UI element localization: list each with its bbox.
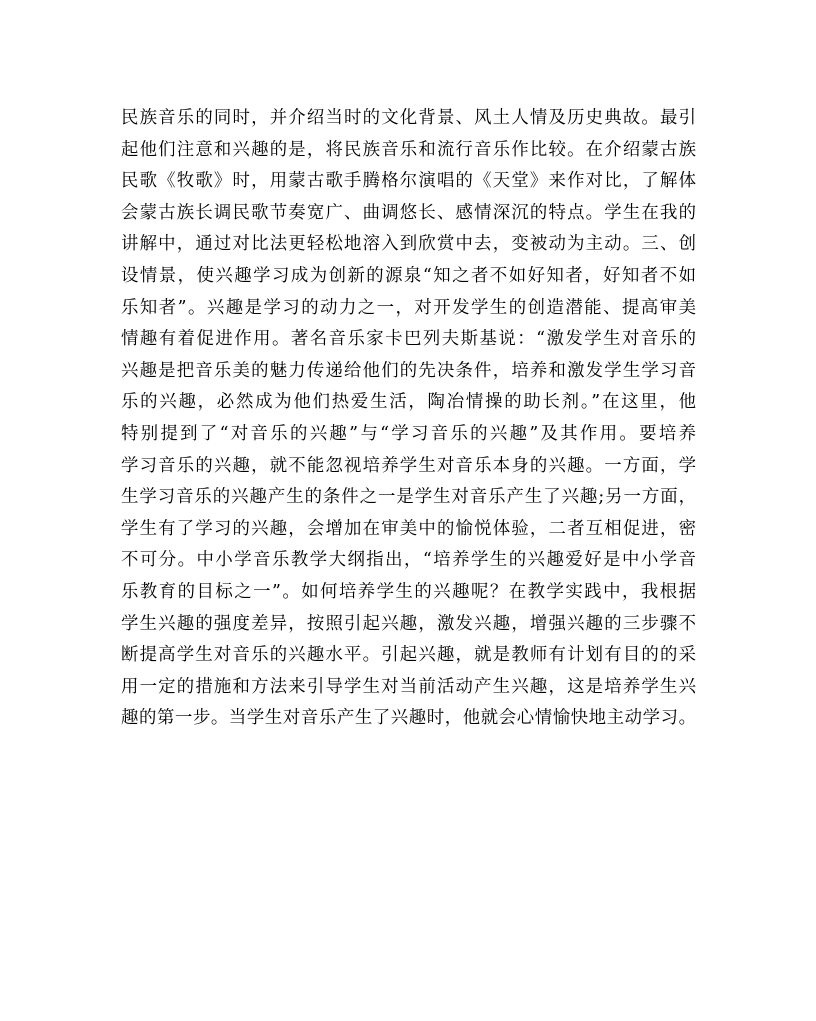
text-line-15: 不可分。中小学音乐教学大纲指出，“培养学生的兴趣爱好是中小学音: [121, 550, 696, 571]
text-line-6: 设情景，使兴趣学习成为创新的源泉“知之者不如好知者，好知者不如: [121, 265, 696, 286]
text-line-13: 生学习音乐的兴趣产生的条件之一是学生对音乐产生了兴趣;另一方面，: [121, 487, 696, 508]
text-line-3: 民歌《牧歌》时，用蒙古歌手腾格尔演唱的《天堂》来作对比，了解体: [121, 171, 696, 192]
text-line-18: 断提高学生对音乐的兴趣水平。引起兴趣，就是教师有计划有目的的采: [121, 645, 696, 666]
text-line-20: 趣的第一步。当学生对音乐产生了兴趣时，他就会心情愉快地主动学习。: [121, 708, 696, 729]
text-line-19: 用一定的措施和方法来引导学生对当前活动产生兴趣，这是培养学生兴: [121, 676, 696, 697]
text-line-12: 学习音乐的兴趣，就不能忽视培养学生对音乐本身的兴趣。一方面，学: [121, 455, 696, 476]
text-line-16: 乐教育的目标之一”。如何培养学生的兴趣呢？在教学实践中，我根据: [121, 581, 696, 602]
text-line-7: 乐知者”。兴趣是学习的动力之一，对开发学生的创造潜能、提高审美: [121, 297, 696, 318]
body-paragraph: [121, 103, 696, 735]
text-line-9: 兴趣是把音乐美的魅力传递给他们的先决条件，培养和激发学生学习音: [121, 360, 696, 381]
text-line-17: 学生兴趣的强度差异，按照引起兴趣，激发兴趣，增强兴趣的三步骤不: [121, 613, 696, 634]
text-line-14: 学生有了学习的兴趣，会增加在审美中的愉悦体验，二者互相促进，密: [121, 518, 696, 539]
text-line-8: 情趣有着促进作用。著名音乐家卡巴列夫斯基说：“激发学生对音乐的: [121, 329, 696, 350]
text-line-4: 会蒙古族长调民歌节奏宽广、曲调悠长、感情深沉的特点。学生在我的: [121, 202, 696, 223]
text-line-11: 特别提到了“对音乐的兴趣”与“学习音乐的兴趣”及其作用。要培养: [121, 423, 696, 444]
text-line-2: 起他们注意和兴趣的是，将民族音乐和流行音乐作比较。在介绍蒙古族: [121, 139, 696, 160]
text-line-5: 讲解中，通过对比法更轻松地溶入到欣赏中去，变被动为主动。三、创: [121, 234, 696, 255]
text-line-1: 民族音乐的同时，并介绍当时的文化背景、风土人情及历史典故。最引: [121, 108, 696, 128]
text-line-10: 乐的兴趣，必然成为他们热爱生活，陶冶情操的助长剂。”在这里，他: [121, 392, 696, 413]
